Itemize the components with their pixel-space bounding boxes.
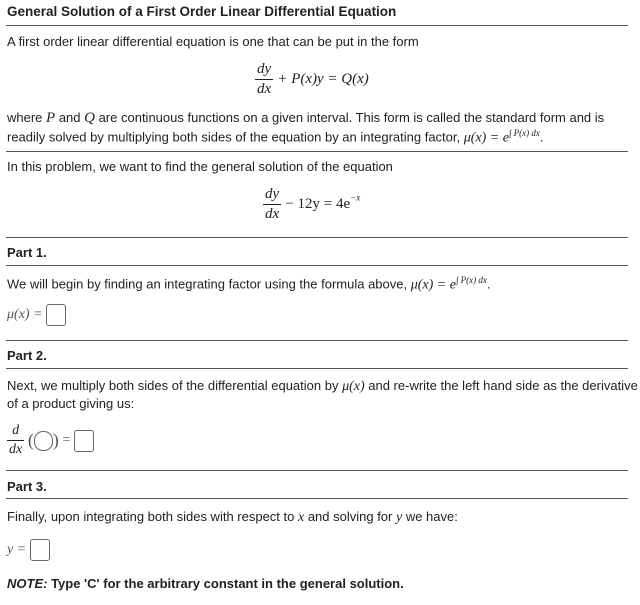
divider <box>6 340 628 341</box>
divider <box>6 470 628 471</box>
part3-label: Part 3. <box>7 479 47 494</box>
divider <box>6 498 628 499</box>
divider <box>6 151 628 152</box>
problem-text: In this problem, we want to find the general solution of the equation <box>7 159 393 174</box>
where-line-1: where P and Q are continuous functions on a given interval. This form is called the standard form and is <box>7 110 605 126</box>
where-line-2: readily solved by multiplying both sides of the equation by an integrating factor, $\mu(x) = e^{\int P(x) dx}$. <box>7 128 544 146</box>
product-answer-input[interactable] <box>34 431 53 451</box>
part2-text-line-2: of a product giving us: <box>7 396 135 411</box>
divider <box>6 25 628 26</box>
note: NOTE: Type 'C' for the arbitrary constant in the general solution. <box>7 576 404 591</box>
open-paren: ( <box>27 430 34 450</box>
part1-text: We will begin by finding an integrating factor using the formula above, $\mu(x) = e^{\int P(x) dx}$. <box>7 275 491 293</box>
part3-answer-row <box>7 539 50 561</box>
y-label: y = <box>7 542 27 557</box>
part1-answer-row <box>7 304 66 326</box>
problem-equation: $\frac{dy}{dx}$ − $12y = 4e^{-x}$ <box>265 186 361 222</box>
dy-dx-fraction: $\frac{dy}{dx}$ <box>265 186 280 222</box>
d-dx-fraction: $\frac{d}{dx}$ <box>9 423 23 457</box>
part2-label: Part 2. <box>7 348 47 363</box>
part2-answer-row <box>7 424 94 457</box>
divider <box>6 237 628 238</box>
mu-answer-input[interactable] <box>46 304 66 326</box>
part2-text-line-1: Next, we multiply both sides of the differential equation by μ(x) and re-write the left hand side as the derivative <box>7 378 638 394</box>
standard-form-equation: $\frac{dy}{dx}$ + P(x)y = Q(x) <box>257 61 369 97</box>
divider <box>6 265 628 266</box>
close-paren: ) <box>52 430 59 450</box>
y-answer-input[interactable] <box>30 539 50 561</box>
equals-sign: = <box>62 432 71 448</box>
divider <box>6 368 628 369</box>
mu-label: μ(x) = <box>7 307 43 322</box>
part1-label: Part 1. <box>7 245 47 260</box>
intro-text: A first order linear differential equation is one that can be put in the form <box>7 34 419 49</box>
page-title: General Solution of a First Order Linear Differential Equation <box>7 4 397 19</box>
part3-text: Finally, upon integrating both sides with respect to x and solving for y we have: <box>7 509 458 525</box>
rhs-answer-input[interactable] <box>74 430 94 452</box>
dy-dx-fraction: $\frac{dy}{dx}$ <box>257 61 272 97</box>
